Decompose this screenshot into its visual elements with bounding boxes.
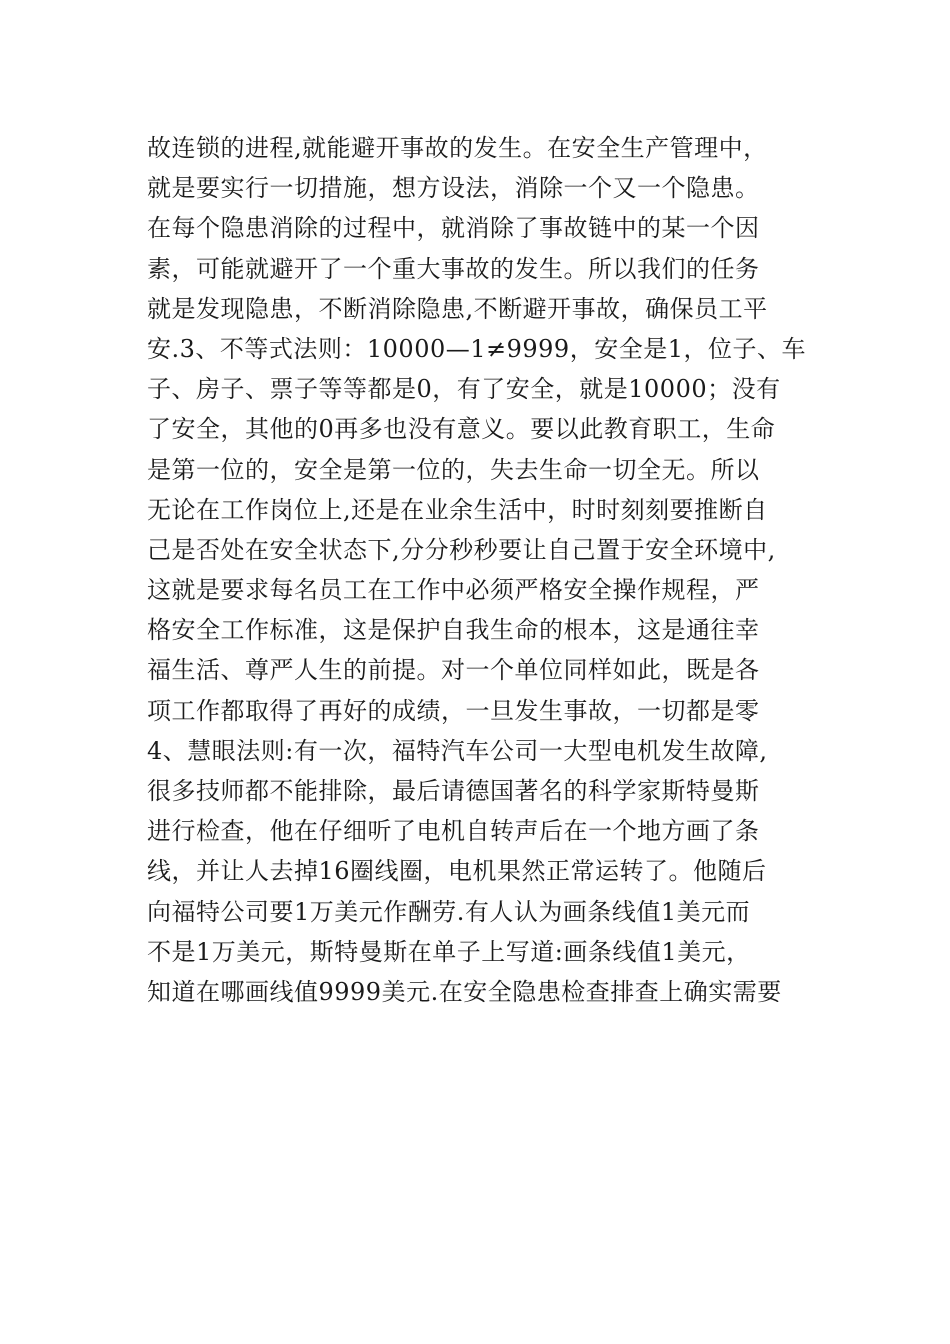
text-line: 这就是要求每名员工在工作中必须严格安全操作规程，严 [147, 576, 760, 605]
text-line: 项工作都取得了再好的成绩，一旦发生事故，一切都是零 [147, 696, 760, 725]
text-line: 知道在哪画线值9999美元.在安全隐患检查排查上确实需要 [147, 977, 782, 1006]
text-line: 线，并让人去掉16圈线圈，电机果然正常运转了。他随后 [147, 857, 767, 886]
text-line: 故连锁的进程,就能避开事故的发生。在安全生产管理中， [147, 134, 768, 162]
body-text [147, 128, 807, 1012]
text-line: 就是要实行一切措施，想方设法，消除一个又一个隐患。 [147, 174, 760, 203]
text-line: 进行检查，他在仔细听了电机自转声后在一个地方画了条 [147, 817, 760, 846]
text-line: 不是1万美元，斯特曼斯在单子上写道:画条线值1美元， [147, 937, 751, 966]
text-line: 了安全，其他的0再多也没有意义。要以此教育职工，生命 [147, 415, 776, 444]
text-line: 福生活、尊严人生的前提。对一个单位同样如此，既是各 [147, 656, 760, 685]
text-line: 向福特公司要1万美元作酬劳.有人认为画条线值1美元而 [147, 897, 751, 926]
text-line: 很多技师都不能排除，最后请德国著名的科学家斯特曼斯 [147, 777, 760, 805]
text-line: 素，可能就避开了一个重大事故的发生。所以我们的任务 [147, 254, 760, 283]
text-line: 是第一位的，安全是第一位的，失去生命一切全无。所以 [147, 455, 760, 484]
text-line: 子、房子、票子等等都是0，有了安全，就是10000；没有 [147, 375, 781, 404]
text-line: 己是否处在安全状态下,分分秒秒要让自己置于安全环境中, [147, 535, 776, 564]
text-line: 格安全工作标准，这是保护自我生命的根本，这是通往幸 [147, 616, 760, 645]
text-line: 在每个隐患消除的过程中，就消除了事故链中的某一个因 [147, 214, 760, 243]
text-line: 4、慧眼法则:有一次，福特汽车公司一大型电机发生故障, [147, 736, 768, 765]
text-line: 安.3、不等式法则：10000—1≠9999，安全是1，位子、车 [147, 334, 806, 363]
text-line: 无论在工作岗位上,还是在业余生活中，时时刻刻要推断自 [147, 495, 768, 524]
text-line: 就是发现隐患，不断消除隐患,不断避开事故，确保员工平 [147, 294, 768, 323]
